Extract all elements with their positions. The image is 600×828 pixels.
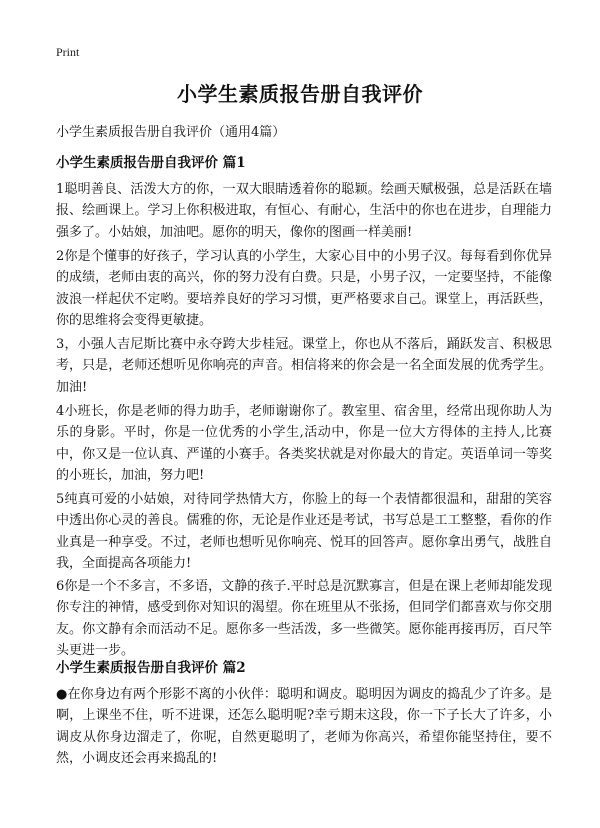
print-link[interactable]: Print (56, 45, 80, 59)
paragraph-1-6: 6你是一个不多言，不多语，文静的孩子.平时总是沉默寡言，但是在课上老师却能发现你专注的神情，感受到你对知识的渴望。你在班里从不张扬，但同学们都喜欢与你交朋友。你文静有余而活动不足。愿你多一些活泼，多一些微笑。愿你能再接再厉，百尺竿头更进一步。 (56, 579, 552, 659)
paragraph-1-1: 1聪明善良、活泼大方的你，一双大眼睛透着你的聪颖。绘画天赋极强，总是活跃在墙报、绘画课上。学习上你积极进取，有恒心、有耐心，生活中的你也在进步，自理能力强多了。小姑娘，加油吧。愿你的明天，像你的图画一样美丽! (56, 182, 552, 240)
paragraph-1-3: 3，小强人吉尼斯比赛中永夺跨大步桂冠。课堂上，你也从不落后，踊跃发言、积极思考，只是，老师还想听见你响亮的声音。相信将来的你会是一名全面发展的优秀学生。加油! (56, 337, 552, 395)
section-heading-1: 小学生素质报告册自我评价 篇1 (56, 155, 246, 171)
paragraph-1-4: 4小班长，你是老师的得力助手，老师谢谢你了。教室里、宿舍里，经常出现你助人为乐的身影。平时，你是一位优秀的小学生,活动中，你是一位大方得体的主持人,比赛中，你又是一位认真、严谨的小赛手。各类奖状就是对你最大的肯定。英语单词一等奖的小班长，加油，努力吧! (56, 404, 552, 484)
subtitle: 小学生素质报告册自我评价（通用4篇） (56, 125, 286, 140)
page-title: 小学生素质报告册自我评价 (177, 82, 423, 106)
paragraph-1-2: 2你是个懂事的好孩子，学习认真的小学生，大家心目中的小男子汉。每每看到你优异的成绩，老师由衷的高兴，你的努力没有白费。只是，小男子汉，一定要坚持，不能像波浪一样起伏不定哟。要培养良好的学习习惯，更严格要求自己。课堂上，再活跃些，你的思维将会变得更敏捷。 (56, 249, 552, 329)
paragraph-2-1: ●在你身边有两个形影不离的小伙伴：聪明和调皮。聪明因为调皮的捣乱少了许多。是啊，上课坐不住，听不进课，还怎么聪明呢?幸亏期末这段，你一下子长大了许多，小调皮从你身边溜走了，你呢，自然更聪明了，老师为你高兴，希望你能坚持住，要不然，小调皮还会再来捣乱的! (56, 687, 552, 767)
section-heading-2: 小学生素质报告册自我评价 篇2 (56, 660, 246, 676)
paragraph-1-5: 5纯真可爱的小姑娘，对待同学热情大方，你脸上的每一个表情都很温和，甜甜的笑容中透出你心灵的善良。儒雅的你，无论是作业还是考试，书写总是工工整整，看你的作业真是一种享受。不过，老师也想听见你响亮、悦耳的回答声。愿你拿出勇气，战胜自我，全面提高各项能力! (56, 492, 552, 572)
